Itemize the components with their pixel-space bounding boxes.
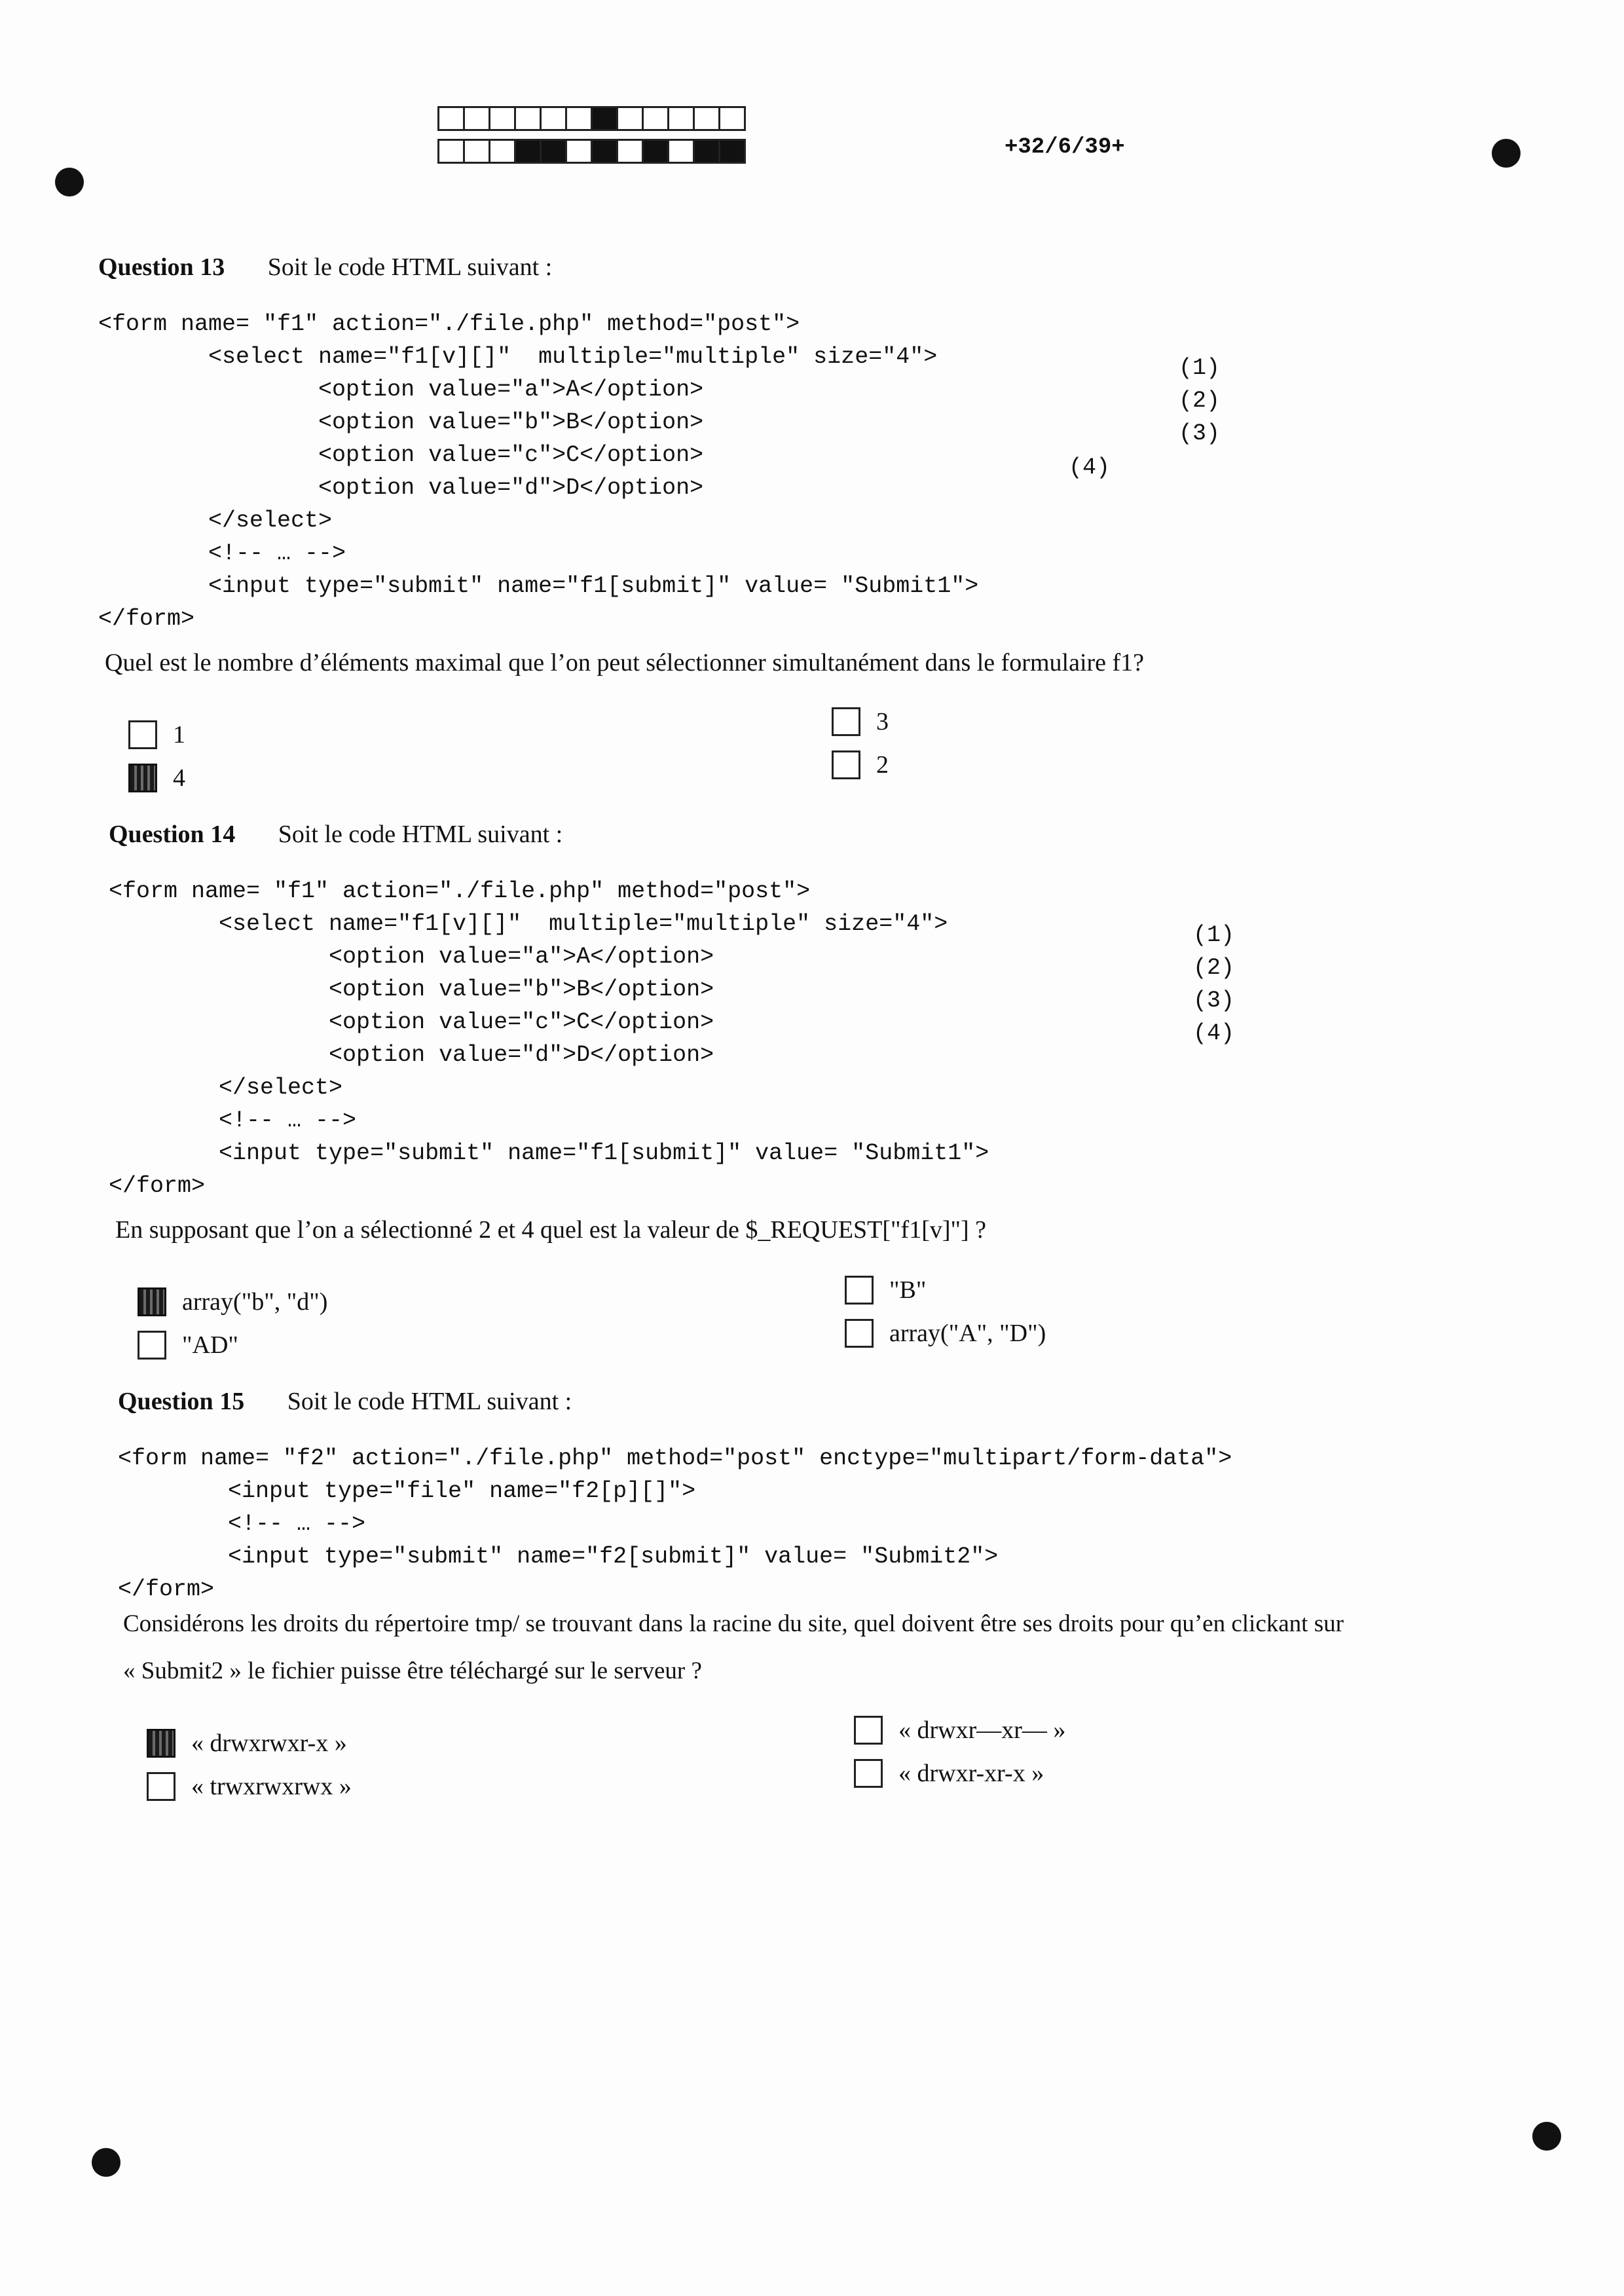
- barcode-cell: [591, 139, 618, 164]
- option-label: array("A", "D"): [889, 1320, 1046, 1347]
- barcode-cell: [667, 139, 695, 164]
- option-label: "AD": [182, 1331, 238, 1359]
- question-text-line-1: Considérons les droits du répertoire tmp/ se trouvant dans la racine du site, quel doivent être ses droits pour qu’en clickant sur: [123, 1610, 1344, 1637]
- line-marker: (3): [1179, 420, 1221, 447]
- line-marker: (1): [1193, 922, 1235, 948]
- option-label: 4: [173, 764, 185, 792]
- barcode-cell: [463, 106, 490, 131]
- barcode-cell: [463, 139, 490, 164]
- question-header: [118, 1387, 1232, 1416]
- question-header: [109, 820, 989, 849]
- registration-mark-bottom-right: [1532, 2122, 1561, 2151]
- barcode-cell: [489, 139, 516, 164]
- checkbox[interactable]: [854, 1759, 883, 1788]
- answer-option[interactable]: [854, 1759, 1044, 1788]
- checkbox[interactable]: [147, 1772, 175, 1801]
- barcode-cell: [616, 106, 644, 131]
- answer-option[interactable]: [832, 750, 889, 779]
- option-label: "B": [889, 1276, 927, 1304]
- question-14: [109, 820, 989, 1202]
- code-block: <form name= "f1" action="./file.php" method="post"> <select name="f1[v][]" multiple="multiple" size="4"> <option value="a">A</option> <option value="b">B</option> <option value="c">C</option> <option value="d">D</option> </select> <!-- … --> <input type="submit" name="f1[submit]" value= "Submit1"> </form>: [98, 311, 979, 632]
- barcode-cell: [437, 106, 465, 131]
- page-code: +32/6/39+: [1005, 135, 1125, 160]
- answer-option[interactable]: [128, 764, 185, 792]
- checkbox[interactable]: [845, 1276, 874, 1305]
- barcode-cell: [693, 139, 720, 164]
- option-label: « drwxrwxr-x »: [191, 1730, 347, 1757]
- checkbox[interactable]: [138, 1331, 166, 1360]
- checkbox[interactable]: [854, 1716, 883, 1745]
- question-number: Question 13: [98, 253, 225, 281]
- question-text-line-2: « Submit2 » le fichier puisse être téléchargé sur le serveur ?: [123, 1657, 702, 1684]
- question-text: En supposant que l’on a sélectionné 2 et 4 quel est la valeur de $_REQUEST["f1[v]"] ?: [115, 1216, 987, 1244]
- option-label: « drwxr-xr-x »: [898, 1760, 1044, 1787]
- option-label: 3: [876, 708, 889, 735]
- barcode-cell: [540, 106, 567, 131]
- barcode-cell: [616, 139, 644, 164]
- checkbox-checked[interactable]: [138, 1287, 166, 1316]
- question-text: Quel est le nombre d’éléments maximal que l’on peut sélectionner simultanément dans le formulaire f1?: [105, 649, 1145, 676]
- answer-option[interactable]: [854, 1716, 1065, 1745]
- barcode-cell: [667, 106, 695, 131]
- barcode-cell: [540, 139, 567, 164]
- checkbox[interactable]: [128, 720, 157, 749]
- checkbox[interactable]: [832, 750, 860, 779]
- barcode-cell: [642, 139, 669, 164]
- question-header: [98, 253, 978, 282]
- barcode-cell: [489, 106, 516, 131]
- barcode-row-top: [437, 106, 744, 131]
- registration-mark-bottom-left: [92, 2148, 120, 2177]
- registration-mark-top-right: [1492, 139, 1521, 168]
- checkbox[interactable]: [832, 707, 860, 736]
- question-13: [98, 253, 978, 635]
- option-label: 1: [173, 721, 185, 749]
- barcode-cell: [565, 139, 593, 164]
- option-label: array("b", "d"): [182, 1288, 328, 1316]
- answer-option[interactable]: [147, 1729, 347, 1758]
- question-number: Question 15: [118, 1388, 245, 1415]
- answer-option[interactable]: [832, 707, 889, 736]
- line-marker: (2): [1179, 388, 1221, 414]
- question-number: Question 14: [109, 821, 236, 848]
- option-label: « drwxr—xr— »: [898, 1716, 1066, 1744]
- question-15: [118, 1387, 1232, 1606]
- barcode-cell: [437, 139, 465, 164]
- barcode-cell: [565, 106, 593, 131]
- barcode-row-bottom: [437, 139, 744, 164]
- line-marker: (4): [1193, 1020, 1235, 1046]
- checkbox-checked[interactable]: [128, 764, 157, 792]
- barcode-cell: [718, 106, 746, 131]
- code-block: <form name= "f2" action="./file.php" method="post" enctype="multipart/form-data"> <input type="file" name="f2[p][]"> <!-- … --> <input type="submit" name="f2[submit]" value= "Submit2"> </form>: [118, 1445, 1232, 1602]
- barcode-cell: [514, 106, 542, 131]
- line-marker: (1): [1179, 355, 1221, 381]
- option-label: 2: [876, 751, 889, 779]
- answer-option[interactable]: [845, 1319, 1046, 1348]
- answer-option[interactable]: [147, 1772, 352, 1801]
- line-marker: (2): [1193, 955, 1235, 981]
- barcode-cell: [591, 106, 618, 131]
- option-label: « trwxrwxrwx »: [191, 1773, 352, 1800]
- question-intro: Soit le code HTML suivant :: [287, 1388, 572, 1415]
- line-marker: (4): [1069, 454, 1111, 481]
- barcode-cell: [693, 106, 720, 131]
- barcode-cell: [718, 139, 746, 164]
- barcode-cell: [514, 139, 542, 164]
- answer-option[interactable]: [138, 1287, 327, 1316]
- question-intro: Soit le code HTML suivant :: [278, 821, 563, 848]
- line-marker: (3): [1193, 988, 1235, 1014]
- barcode-cell: [642, 106, 669, 131]
- answer-option[interactable]: [845, 1276, 926, 1305]
- answer-option[interactable]: [128, 720, 185, 749]
- code-block: <form name= "f1" action="./file.php" method="post"> <select name="f1[v][]" multiple="multiple" size="4"> <option value="a">A</option> <option value="b">B</option> <option value="c">C</option> <option value="d">D</option> </select> <!-- … --> <input type="submit" name="f1[submit]" value= "Submit1"> </form>: [109, 878, 989, 1199]
- registration-mark-top-left: [55, 168, 84, 196]
- question-intro: Soit le code HTML suivant :: [267, 253, 553, 281]
- checkbox[interactable]: [845, 1319, 874, 1348]
- checkbox-checked[interactable]: [147, 1729, 175, 1758]
- answer-option[interactable]: [138, 1331, 238, 1360]
